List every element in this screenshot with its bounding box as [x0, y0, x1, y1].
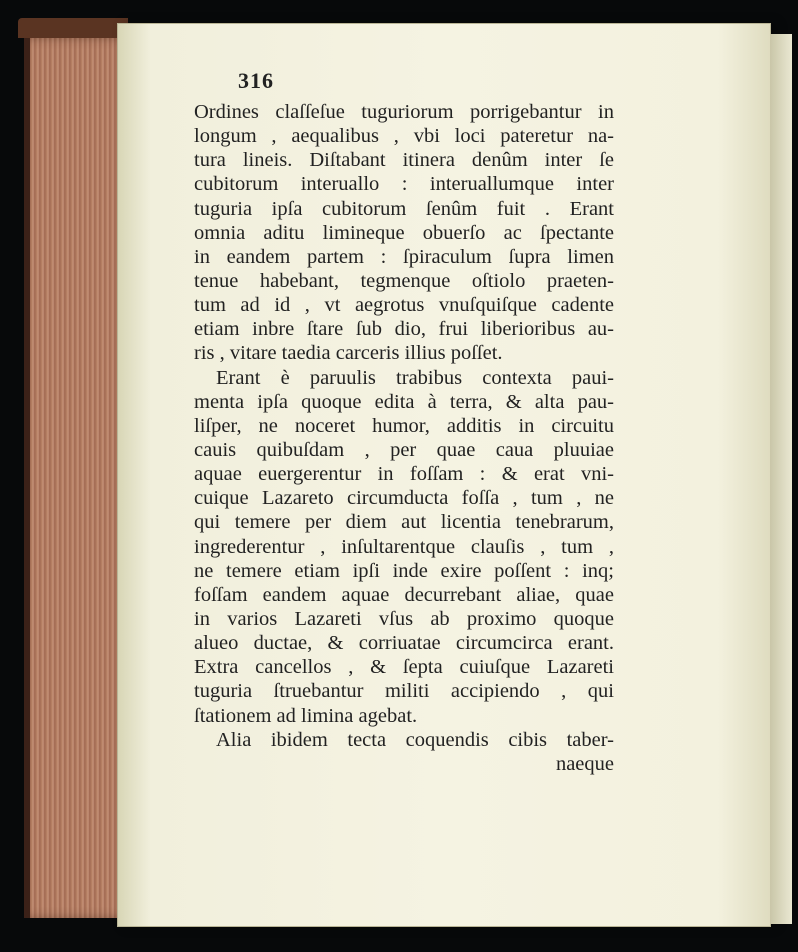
text-line: Extra cancellos , & ſepta cuiuſque Lazareti — [194, 656, 614, 679]
text-line: Alia ibidem tecta coquendis cibis taber- — [216, 728, 614, 751]
text-line: ne temere etiam ipſi inde exire poſſent : inq; — [194, 559, 614, 582]
text-line: Ordines claſſeſue tuguriorum porrigebantur in — [194, 101, 614, 123]
text-line: ingrederentur , inſultarentque clauſis , tum , — [194, 535, 614, 558]
text-line: aquae euergerentur in foſſam : & erat vni- — [194, 463, 614, 486]
text-line: tuguria ſtruebantur militi accipiendo , qui — [194, 680, 614, 703]
page-number: 316 — [238, 68, 274, 93]
text-line: ſtationem ad limina agebat. — [194, 704, 418, 727]
text-line: qui temere per diem aut licentia tenebrarum, — [194, 511, 614, 534]
text-line: Erant è paruulis trabibus contexta paui- — [216, 366, 614, 389]
text-line: tura lineis. Diſtabant itinera denûm inter ſe — [194, 149, 614, 172]
catchword: naeque — [555, 752, 614, 775]
book-cover — [18, 18, 128, 38]
text-line: ris , vitare taedia carceris illius poſſet. — [194, 342, 503, 365]
body-text — [194, 100, 614, 776]
text-line: menta ipſa quoque edita à terra, & alta pau- — [194, 390, 614, 413]
text-line: tum ad id , vt aegrotus vnuſquiſque cadente — [194, 294, 614, 317]
text-line: omnia aditu limineque obuerſo ac ſpectante — [194, 221, 614, 244]
text-line: cubitorum interuallo : interuallumque inter — [194, 173, 614, 196]
text-line: in varios Lazareti vſus ab proximo quoque — [194, 607, 614, 630]
text-line: alueo ductae, & corriuatae circumcirca erant. — [194, 632, 614, 655]
text-line: tenue habebant, tegmenque oſtiolo praeten- — [194, 269, 614, 292]
text-line: in eandem partem : ſpiraculum ſupra limen — [194, 245, 614, 268]
text-line: etiam inbre ſtare ſub dio, frui liberioribus au- — [194, 318, 614, 341]
text-line: foſſam eandem aquae decurrebant aliae, quae — [194, 583, 614, 606]
text-line: longum , aequalibus , vbi loci pateretur na- — [194, 125, 614, 148]
text-line: cuique Lazareto circumducta foſſa , tum , ne — [194, 487, 614, 510]
text-line: cauis quibuſdam , per quae caua pluuiae — [194, 438, 614, 461]
next-page-edge — [770, 34, 792, 924]
text-line: liſper, ne noceret humor, additis in circuitu — [194, 414, 614, 437]
text-line: tuguria ipſa cubitorum ſenûm fuit . Erant — [194, 197, 614, 220]
